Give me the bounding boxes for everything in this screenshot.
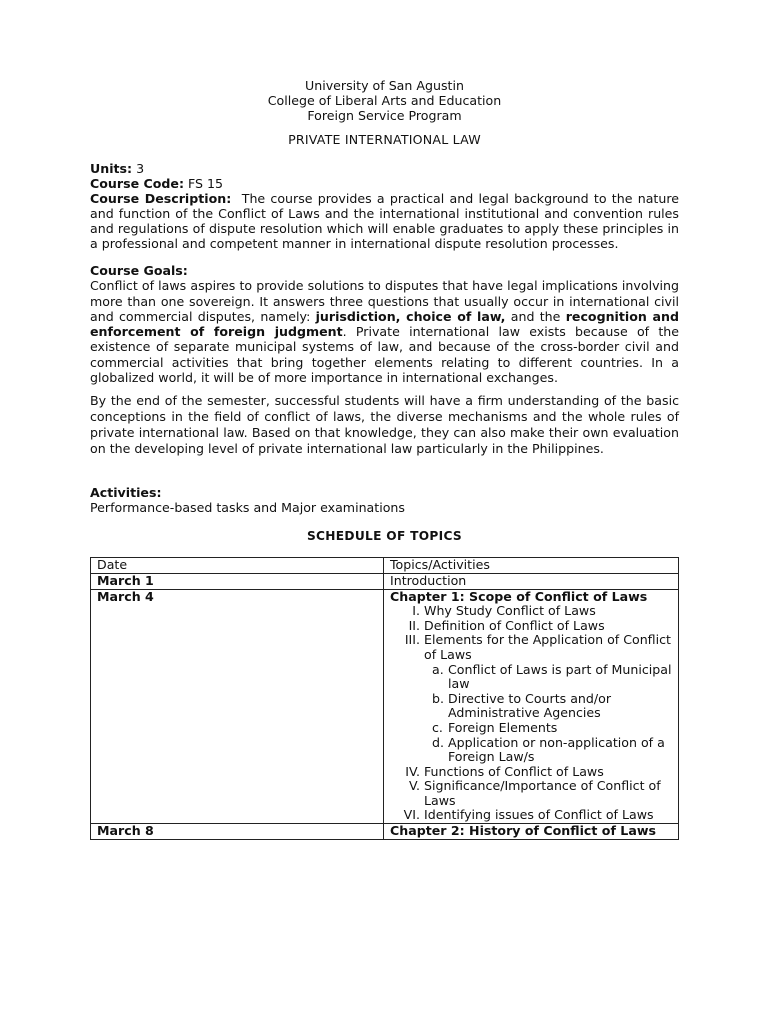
activities-section — [90, 485, 679, 515]
goals-text-c: and the — [505, 308, 566, 324]
outline-item — [390, 633, 672, 662]
outline-letter: b. — [432, 690, 444, 706]
outline-number: V. — [409, 778, 420, 794]
outline-text: Elements for the Application of Conflict of Laws — [424, 632, 671, 662]
schedule-table — [90, 557, 679, 839]
table-row — [91, 589, 679, 824]
outline-subitem — [390, 736, 672, 765]
outline-letter: d. — [432, 734, 444, 750]
course-description-label: Course Description: — [90, 191, 232, 206]
course-code-label: Course Code: — [90, 176, 184, 191]
activities-text: Performance-based tasks and Major examinations — [90, 500, 405, 516]
outline-subitem — [390, 721, 672, 736]
activities-label: Activities: — [90, 485, 162, 501]
program-name: Foreign Service Program — [307, 108, 462, 123]
goals-emphasis-recognition: recognition and enforcement of foreign judgment — [90, 308, 679, 340]
outline-subitem — [390, 663, 672, 692]
course-meta — [90, 161, 679, 251]
date-column-header: Date — [91, 558, 384, 574]
outline-text: Why Study Conflict of Laws — [424, 603, 596, 619]
outline-subitem — [390, 692, 672, 721]
document-page — [90, 78, 679, 840]
chapter-heading: Chapter 1: Scope of Conflict of Laws — [390, 588, 648, 604]
row-date: March 4 — [91, 589, 384, 824]
course-code-value: FS 15 — [188, 176, 224, 191]
outline-text: Functions of Conflict of Laws — [424, 763, 604, 779]
outline-item — [390, 765, 672, 780]
course-title: PRIVATE INTERNATIONAL LAW — [288, 132, 481, 147]
outline-text: Identifying issues of Conflict of Laws — [424, 807, 654, 823]
row-topic: Introduction — [384, 573, 679, 589]
row-topic — [384, 589, 679, 824]
outline-text: Definition of Conflict of Laws — [424, 617, 605, 633]
units-value: 3 — [136, 161, 145, 176]
topics-column-header: Topics/Activities — [384, 558, 679, 574]
outline-text: Significance/Importance of Conflict of Laws — [424, 778, 661, 808]
course-goals-paragraph-1 — [90, 278, 679, 385]
goals-emphasis-jurisdiction: jurisdiction, choice of law, — [315, 308, 506, 324]
outline-text: Foreign Elements — [448, 719, 558, 735]
course-goals-label: Course Goals: — [90, 263, 188, 278]
outline-letter: a. — [432, 661, 444, 677]
units-label: Units: — [90, 161, 133, 176]
document-header — [90, 78, 679, 123]
table-row — [91, 573, 679, 589]
course-description-text: The course provides a practical and legal background to the nature and function of the Conflict of Laws and the international institutional and convention rules and regulations of dispute resolution which will enable graduates to apply these principles in a professional and competent manner in international dispute resolution processes. — [90, 191, 679, 251]
outline-text: Conflict of Laws is part of Municipal law — [448, 661, 672, 692]
table-row — [91, 824, 679, 840]
goals-text-e: . Private international law exists because of the existence of separate municipal systems of law, and because of the cross-border civil and commercial activities that bring together elements relating to different countries. In a globalized world, it will be of more importance in international exchanges. — [90, 324, 679, 386]
outline-number: III. — [404, 632, 420, 648]
outline-number: IV. — [405, 763, 420, 779]
outline-number: I. — [412, 603, 420, 619]
outline-text: Application or non-application of a Foreign Law/s — [448, 734, 665, 765]
outline-item — [390, 604, 672, 619]
course-goals — [90, 263, 679, 457]
goals-text-a: Conflict of laws aspires to provide solutions to disputes that have legal implications involving more than one sovereign. It answers three questions that usually occur in international civil and commercial disputes, namely: — [90, 278, 679, 324]
outline-item — [390, 619, 672, 634]
course-goals-paragraph-2: By the end of the semester, successful students will have a firm understanding of the basic conceptions in the field of conflict of laws, the diverse mechanisms and the whole rules of private international law. Based on that knowledge, they can also make their own evaluation on the developing level of private international law particularly in the Philippines. — [90, 393, 679, 457]
university-name: University of San Agustin — [305, 78, 464, 93]
outline-text: Directive to Courts and/or Administrative Agencies — [448, 690, 612, 721]
outline-letter: c. — [432, 719, 443, 735]
outline-item — [390, 779, 672, 808]
outline-number: II. — [408, 617, 420, 633]
table-header-row — [91, 558, 679, 574]
chapter-heading: Chapter 2: History of Conflict of Laws — [384, 824, 679, 840]
outline-item — [390, 808, 672, 823]
outline-number: VI. — [403, 807, 420, 823]
row-date: March 1 — [91, 573, 384, 589]
row-date: March 8 — [91, 824, 384, 840]
schedule-title: SCHEDULE OF TOPICS — [306, 529, 462, 544]
college-name: College of Liberal Arts and Education — [267, 93, 502, 108]
